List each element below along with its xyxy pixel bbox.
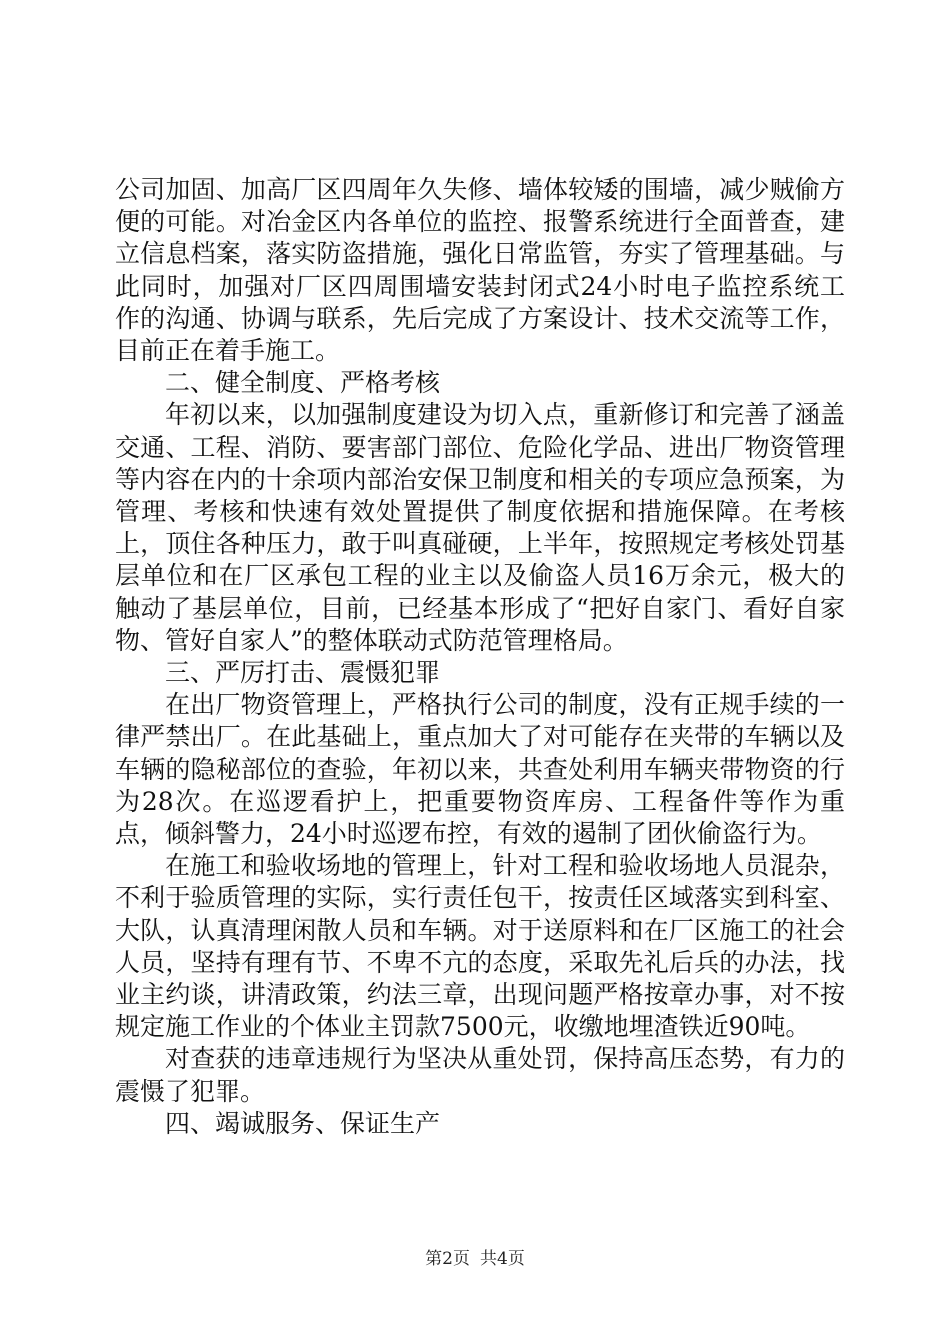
paragraph-outbound-materials: 在出厂物资管理上，严格执行公司的制度，没有正规手续的一律严禁出厂。在此基础上，重点加大了对可能存在夹带的车辆以及车辆的隐秘部位的查验，年初以来，共查处利用车辆夹带物资的行为28次。在巡逻看护上，把重要物资库房、工程备件等作为重点，倾斜警力，24小时巡逻布控，有效的遏制了团伙偷盗行为。: [115, 690, 845, 849]
page-number-current: 第2页: [425, 1249, 470, 1269]
paragraph-penalties: 对查获的违章违规行为坚决从重处罚，保持高压态势，有力的震慑了犯罪。: [115, 1044, 845, 1106]
paragraph-security-measures: 公司加固、加高厂区四周年久失修、墙体较矮的围墙，减少贼偷方便的可能。对冶金区内各单位的监控、报警系统进行全面普查，建立信息档案，落实防盗措施，强化日常监管，夯实了管理基础。与此同时，加强对厂区四周围墙安装封闭式24小时电子监控系统工作的沟通、协调与联系，先后完成了方案设计、技术交流等工作，目前正在着手施工。: [115, 175, 845, 366]
page-number-total: 共4页: [480, 1249, 525, 1269]
section-heading-2: 二、健全制度、严格考核: [165, 368, 441, 398]
section-heading-3: 三、严厉打击、震慑犯罪: [165, 658, 441, 688]
paragraph-construction-sites: 在施工和验收场地的管理上，针对工程和验收场地人员混杂，不利于验质管理的实际，实行责任包干，按责任区域落实到科室、大队，认真清理闲散人员和车辆。对于送原料和在厂区施工的社会人员，坚持有理有节、不卑不亢的态度，采取先礼后兵的办法，找业主约谈，讲清政策，约法三章，出现问题严格按章办事，对不按规定施工作业的个体业主罚款7500元，收缴地埋渣铁近90吨。: [115, 851, 845, 1042]
paragraph-regulations: 年初以来，以加强制度建设为切入点，重新修订和完善了涵盖交通、工程、消防、要害部门部位、危险化学品、进出厂物资管理等内容在内的十余项内部治安保卫制度和相关的专项应急预案，为管理、考核和快速有效处置提供了制度依据和措施保障。在考核上，顶住各种压力，敢于叫真碰硬，上半年，按照规定考核处罚基层单位和在厂区承包工程的业主以及偷盗人员16万余元，极大的触动了基层单位，目前，已经基本形成了“把好自家门、看好自家物、管好自家人”的整体联动式防范管理格局。: [115, 400, 845, 655]
section-heading-4: 四、竭诚服务、保证生产: [165, 1108, 441, 1138]
document-body: [115, 174, 845, 1140]
page-footer: [0, 1244, 950, 1269]
